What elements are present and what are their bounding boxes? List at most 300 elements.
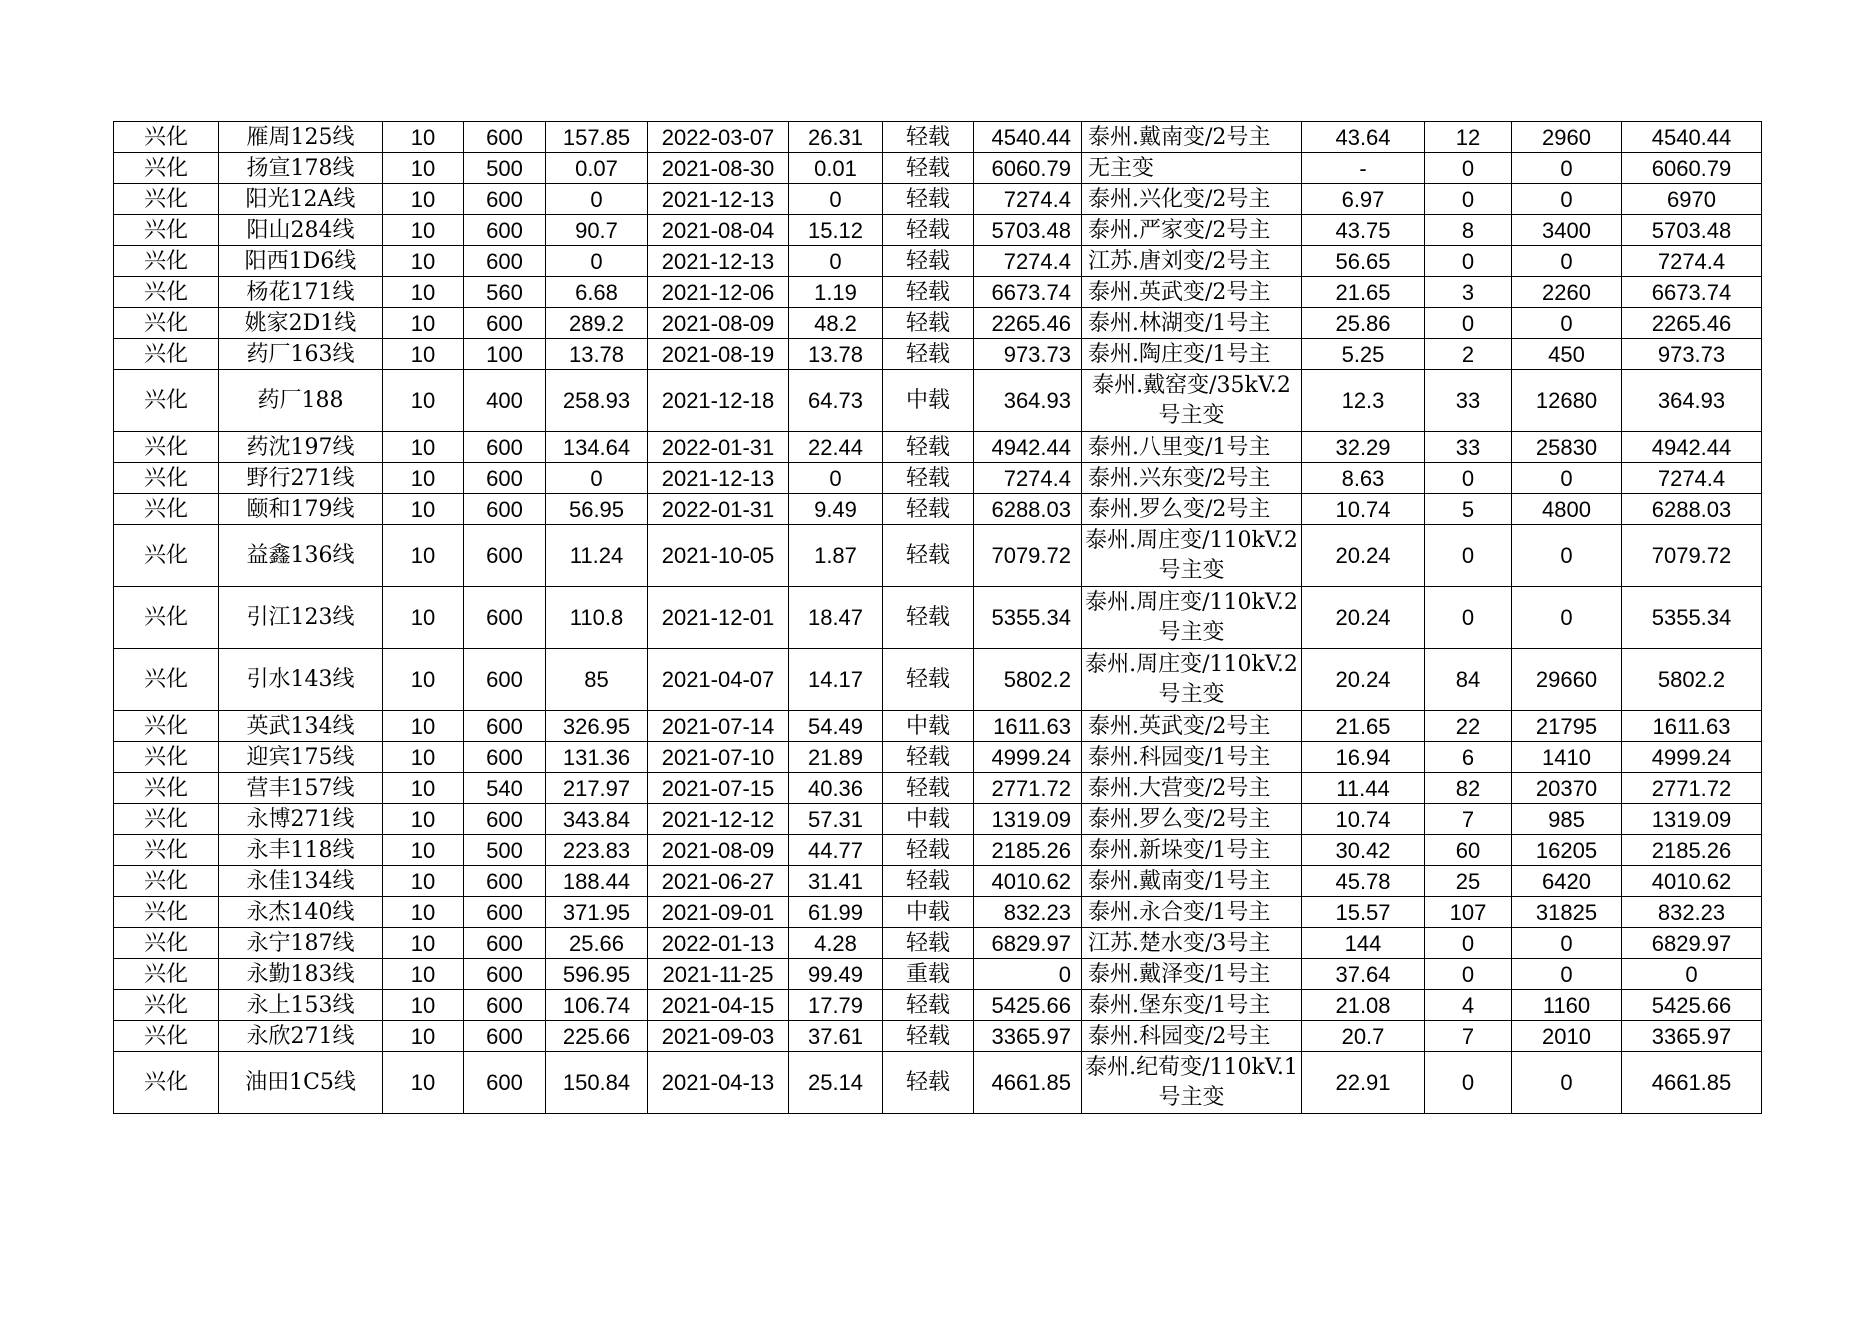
user-capacity-cell: 0 bbox=[1512, 587, 1622, 649]
load-status-cell: 轻载 bbox=[883, 742, 974, 773]
available-capacity-cell: 4540.44 bbox=[974, 122, 1082, 153]
load-date-cell: 2021-08-09 bbox=[648, 835, 789, 866]
substation-cell: 泰州.戴南变/1号主 bbox=[1082, 866, 1302, 897]
rated-capacity-cell: 600 bbox=[464, 246, 546, 277]
user-capacity-cell: 4800 bbox=[1512, 494, 1622, 525]
substation-cell: 泰州.罗么变/2号主 bbox=[1082, 804, 1302, 835]
load-date-cell: 2021-12-01 bbox=[648, 587, 789, 649]
rated-capacity-cell: 100 bbox=[464, 339, 546, 370]
load-status-cell: 轻载 bbox=[883, 494, 974, 525]
voltage-cell: 10 bbox=[383, 866, 464, 897]
load-status-cell: 轻载 bbox=[883, 1052, 974, 1114]
max-load-cell: 0 bbox=[546, 246, 648, 277]
rated-capacity-cell: 600 bbox=[464, 990, 546, 1021]
substation-rate-cell: 10.74 bbox=[1302, 494, 1425, 525]
area-cell: 兴化 bbox=[114, 308, 219, 339]
load-date-cell: 2021-04-07 bbox=[648, 649, 789, 711]
rated-capacity-cell: 600 bbox=[464, 525, 546, 587]
load-rate-cell: 1.87 bbox=[789, 525, 883, 587]
load-rate-cell: 13.78 bbox=[789, 339, 883, 370]
substation-cell: 泰州.八里变/1号主 bbox=[1082, 432, 1302, 463]
line-name-cell: 永上153线 bbox=[219, 990, 383, 1021]
available-capacity-cell: 364.93 bbox=[974, 370, 1082, 432]
area-cell: 兴化 bbox=[114, 153, 219, 184]
max-load-cell: 134.64 bbox=[546, 432, 648, 463]
load-status-cell: 中载 bbox=[883, 804, 974, 835]
area-cell: 兴化 bbox=[114, 804, 219, 835]
max-load-cell: 0 bbox=[546, 184, 648, 215]
area-cell: 兴化 bbox=[114, 928, 219, 959]
open-capacity-cell: 6970 bbox=[1622, 184, 1762, 215]
area-cell: 兴化 bbox=[114, 835, 219, 866]
open-capacity-cell: 1319.09 bbox=[1622, 804, 1762, 835]
voltage-cell: 10 bbox=[383, 246, 464, 277]
load-status-cell: 轻载 bbox=[883, 990, 974, 1021]
max-load-cell: 25.66 bbox=[546, 928, 648, 959]
user-count-cell: 0 bbox=[1425, 463, 1512, 494]
voltage-cell: 10 bbox=[383, 525, 464, 587]
rated-capacity-cell: 600 bbox=[464, 308, 546, 339]
substation-cell: 泰州.科园变/2号主 bbox=[1082, 1021, 1302, 1052]
load-date-cell: 2021-07-15 bbox=[648, 773, 789, 804]
area-cell: 兴化 bbox=[114, 1021, 219, 1052]
open-capacity-cell: 2185.26 bbox=[1622, 835, 1762, 866]
load-rate-cell: 0 bbox=[789, 246, 883, 277]
table-row bbox=[114, 246, 1762, 277]
substation-cell: 泰州.新垛变/1号主 bbox=[1082, 835, 1302, 866]
substation-cell: 江苏.楚水变/3号主 bbox=[1082, 928, 1302, 959]
load-status-cell: 轻载 bbox=[883, 153, 974, 184]
open-capacity-cell: 0 bbox=[1622, 959, 1762, 990]
substation-cell: 泰州.严家变/2号主 bbox=[1082, 215, 1302, 246]
table-row bbox=[114, 339, 1762, 370]
line-name-cell: 杨花171线 bbox=[219, 277, 383, 308]
load-date-cell: 2021-12-12 bbox=[648, 804, 789, 835]
user-count-cell: 0 bbox=[1425, 246, 1512, 277]
load-rate-cell: 9.49 bbox=[789, 494, 883, 525]
rated-capacity-cell: 600 bbox=[464, 1052, 546, 1114]
line-name-cell: 阳西1D6线 bbox=[219, 246, 383, 277]
user-count-cell: 33 bbox=[1425, 370, 1512, 432]
table-row bbox=[114, 494, 1762, 525]
area-cell: 兴化 bbox=[114, 866, 219, 897]
substation-rate-cell: 45.78 bbox=[1302, 866, 1425, 897]
load-date-cell: 2021-11-25 bbox=[648, 959, 789, 990]
substation-cell: 泰州.堡东变/1号主 bbox=[1082, 990, 1302, 1021]
table-row bbox=[114, 959, 1762, 990]
rated-capacity-cell: 600 bbox=[464, 494, 546, 525]
available-capacity-cell: 4942.44 bbox=[974, 432, 1082, 463]
table-row bbox=[114, 587, 1762, 649]
user-capacity-cell: 0 bbox=[1512, 525, 1622, 587]
area-cell: 兴化 bbox=[114, 773, 219, 804]
available-capacity-cell: 973.73 bbox=[974, 339, 1082, 370]
line-name-cell: 雁周125线 bbox=[219, 122, 383, 153]
area-cell: 兴化 bbox=[114, 649, 219, 711]
line-name-cell: 阳光12A线 bbox=[219, 184, 383, 215]
max-load-cell: 225.66 bbox=[546, 1021, 648, 1052]
max-load-cell: 56.95 bbox=[546, 494, 648, 525]
area-cell: 兴化 bbox=[114, 339, 219, 370]
voltage-cell: 10 bbox=[383, 370, 464, 432]
load-date-cell: 2021-12-13 bbox=[648, 246, 789, 277]
load-rate-cell: 31.41 bbox=[789, 866, 883, 897]
area-cell: 兴化 bbox=[114, 122, 219, 153]
available-capacity-cell: 3365.97 bbox=[974, 1021, 1082, 1052]
load-rate-cell: 17.79 bbox=[789, 990, 883, 1021]
available-capacity-cell: 5703.48 bbox=[974, 215, 1082, 246]
max-load-cell: 110.8 bbox=[546, 587, 648, 649]
user-capacity-cell: 1410 bbox=[1512, 742, 1622, 773]
table-row bbox=[114, 990, 1762, 1021]
rated-capacity-cell: 500 bbox=[464, 835, 546, 866]
max-load-cell: 289.2 bbox=[546, 308, 648, 339]
rated-capacity-cell: 600 bbox=[464, 432, 546, 463]
load-rate-cell: 64.73 bbox=[789, 370, 883, 432]
rated-capacity-cell: 600 bbox=[464, 184, 546, 215]
open-capacity-cell: 5355.34 bbox=[1622, 587, 1762, 649]
max-load-cell: 371.95 bbox=[546, 897, 648, 928]
open-capacity-cell: 5802.2 bbox=[1622, 649, 1762, 711]
table-row bbox=[114, 804, 1762, 835]
rated-capacity-cell: 500 bbox=[464, 153, 546, 184]
user-capacity-cell: 0 bbox=[1512, 928, 1622, 959]
substation-cell: 泰州.英武变/2号主 bbox=[1082, 711, 1302, 742]
load-rate-cell: 0 bbox=[789, 184, 883, 215]
line-name-cell: 野行271线 bbox=[219, 463, 383, 494]
substation-cell: 泰州.戴泽变/1号主 bbox=[1082, 959, 1302, 990]
load-status-cell: 轻载 bbox=[883, 246, 974, 277]
open-capacity-cell: 832.23 bbox=[1622, 897, 1762, 928]
user-count-cell: 0 bbox=[1425, 184, 1512, 215]
available-capacity-cell: 5425.66 bbox=[974, 990, 1082, 1021]
max-load-cell: 217.97 bbox=[546, 773, 648, 804]
substation-cell: 无主变 bbox=[1082, 153, 1302, 184]
user-count-cell: 84 bbox=[1425, 649, 1512, 711]
available-capacity-cell: 2185.26 bbox=[974, 835, 1082, 866]
voltage-cell: 10 bbox=[383, 742, 464, 773]
user-count-cell: 107 bbox=[1425, 897, 1512, 928]
table-row bbox=[114, 184, 1762, 215]
line-name-cell: 迎宾175线 bbox=[219, 742, 383, 773]
area-cell: 兴化 bbox=[114, 897, 219, 928]
user-capacity-cell: 20370 bbox=[1512, 773, 1622, 804]
substation-rate-cell: - bbox=[1302, 153, 1425, 184]
load-date-cell: 2021-07-14 bbox=[648, 711, 789, 742]
user-capacity-cell: 0 bbox=[1512, 959, 1622, 990]
voltage-cell: 10 bbox=[383, 897, 464, 928]
substation-cell: 泰州.永合变/1号主 bbox=[1082, 897, 1302, 928]
substation-rate-cell: 20.24 bbox=[1302, 525, 1425, 587]
area-cell: 兴化 bbox=[114, 587, 219, 649]
user-capacity-cell: 0 bbox=[1512, 308, 1622, 339]
voltage-cell: 10 bbox=[383, 308, 464, 339]
user-count-cell: 7 bbox=[1425, 1021, 1512, 1052]
user-count-cell: 8 bbox=[1425, 215, 1512, 246]
max-load-cell: 326.95 bbox=[546, 711, 648, 742]
load-rate-cell: 4.28 bbox=[789, 928, 883, 959]
rated-capacity-cell: 600 bbox=[464, 866, 546, 897]
substation-rate-cell: 21.65 bbox=[1302, 277, 1425, 308]
user-capacity-cell: 0 bbox=[1512, 184, 1622, 215]
table-row bbox=[114, 277, 1762, 308]
substation-cell: 泰州.戴窑变/35kV.2号主变 bbox=[1082, 370, 1302, 432]
load-status-cell: 中载 bbox=[883, 711, 974, 742]
voltage-cell: 10 bbox=[383, 339, 464, 370]
table-row bbox=[114, 122, 1762, 153]
table-row bbox=[114, 928, 1762, 959]
available-capacity-cell: 5802.2 bbox=[974, 649, 1082, 711]
line-name-cell: 益鑫136线 bbox=[219, 525, 383, 587]
available-capacity-cell: 0 bbox=[974, 959, 1082, 990]
substation-cell: 泰州.科园变/1号主 bbox=[1082, 742, 1302, 773]
rated-capacity-cell: 600 bbox=[464, 959, 546, 990]
user-count-cell: 12 bbox=[1425, 122, 1512, 153]
user-capacity-cell: 16205 bbox=[1512, 835, 1622, 866]
load-rate-cell: 1.19 bbox=[789, 277, 883, 308]
load-status-cell: 轻载 bbox=[883, 277, 974, 308]
load-rate-cell: 22.44 bbox=[789, 432, 883, 463]
table-row bbox=[114, 308, 1762, 339]
load-status-cell: 轻载 bbox=[883, 1021, 974, 1052]
substation-rate-cell: 43.75 bbox=[1302, 215, 1425, 246]
substation-cell: 泰州.大营变/2号主 bbox=[1082, 773, 1302, 804]
rated-capacity-cell: 560 bbox=[464, 277, 546, 308]
voltage-cell: 10 bbox=[383, 432, 464, 463]
area-cell: 兴化 bbox=[114, 525, 219, 587]
substation-rate-cell: 6.97 bbox=[1302, 184, 1425, 215]
load-date-cell: 2021-04-15 bbox=[648, 990, 789, 1021]
substation-rate-cell: 11.44 bbox=[1302, 773, 1425, 804]
area-cell: 兴化 bbox=[114, 215, 219, 246]
area-cell: 兴化 bbox=[114, 494, 219, 525]
max-load-cell: 6.68 bbox=[546, 277, 648, 308]
line-capacity-table bbox=[113, 121, 1762, 1114]
line-name-cell: 引水143线 bbox=[219, 649, 383, 711]
voltage-cell: 10 bbox=[383, 1021, 464, 1052]
load-rate-cell: 40.36 bbox=[789, 773, 883, 804]
area-cell: 兴化 bbox=[114, 184, 219, 215]
load-rate-cell: 0.01 bbox=[789, 153, 883, 184]
max-load-cell: 90.7 bbox=[546, 215, 648, 246]
user-capacity-cell: 3400 bbox=[1512, 215, 1622, 246]
available-capacity-cell: 6673.74 bbox=[974, 277, 1082, 308]
user-capacity-cell: 2260 bbox=[1512, 277, 1622, 308]
load-status-cell: 轻载 bbox=[883, 184, 974, 215]
area-cell: 兴化 bbox=[114, 990, 219, 1021]
user-capacity-cell: 12680 bbox=[1512, 370, 1622, 432]
substation-cell: 泰州.陶庄变/1号主 bbox=[1082, 339, 1302, 370]
load-status-cell: 轻载 bbox=[883, 308, 974, 339]
load-rate-cell: 0 bbox=[789, 463, 883, 494]
voltage-cell: 10 bbox=[383, 804, 464, 835]
open-capacity-cell: 973.73 bbox=[1622, 339, 1762, 370]
voltage-cell: 10 bbox=[383, 277, 464, 308]
rated-capacity-cell: 600 bbox=[464, 463, 546, 494]
load-rate-cell: 26.31 bbox=[789, 122, 883, 153]
line-name-cell: 姚家2D1线 bbox=[219, 308, 383, 339]
open-capacity-cell: 4010.62 bbox=[1622, 866, 1762, 897]
substation-rate-cell: 8.63 bbox=[1302, 463, 1425, 494]
open-capacity-cell: 364.93 bbox=[1622, 370, 1762, 432]
substation-rate-cell: 16.94 bbox=[1302, 742, 1425, 773]
load-date-cell: 2021-06-27 bbox=[648, 866, 789, 897]
user-capacity-cell: 450 bbox=[1512, 339, 1622, 370]
voltage-cell: 10 bbox=[383, 463, 464, 494]
open-capacity-cell: 2265.46 bbox=[1622, 308, 1762, 339]
open-capacity-cell: 7274.4 bbox=[1622, 246, 1762, 277]
load-rate-cell: 18.47 bbox=[789, 587, 883, 649]
load-date-cell: 2021-07-10 bbox=[648, 742, 789, 773]
available-capacity-cell: 7274.4 bbox=[974, 463, 1082, 494]
load-date-cell: 2021-08-09 bbox=[648, 308, 789, 339]
user-count-cell: 0 bbox=[1425, 525, 1512, 587]
load-status-cell: 轻载 bbox=[883, 525, 974, 587]
user-count-cell: 0 bbox=[1425, 959, 1512, 990]
table-row bbox=[114, 1021, 1762, 1052]
substation-rate-cell: 10.74 bbox=[1302, 804, 1425, 835]
load-status-cell: 重载 bbox=[883, 959, 974, 990]
load-rate-cell: 48.2 bbox=[789, 308, 883, 339]
load-date-cell: 2021-04-13 bbox=[648, 1052, 789, 1114]
load-date-cell: 2021-08-04 bbox=[648, 215, 789, 246]
user-count-cell: 0 bbox=[1425, 1052, 1512, 1114]
open-capacity-cell: 3365.97 bbox=[1622, 1021, 1762, 1052]
available-capacity-cell: 1319.09 bbox=[974, 804, 1082, 835]
load-date-cell: 2022-01-13 bbox=[648, 928, 789, 959]
rated-capacity-cell: 600 bbox=[464, 928, 546, 959]
rated-capacity-cell: 600 bbox=[464, 711, 546, 742]
load-rate-cell: 37.61 bbox=[789, 1021, 883, 1052]
user-capacity-cell: 1160 bbox=[1512, 990, 1622, 1021]
substation-rate-cell: 56.65 bbox=[1302, 246, 1425, 277]
substation-cell: 泰州.兴化变/2号主 bbox=[1082, 184, 1302, 215]
rated-capacity-cell: 600 bbox=[464, 1021, 546, 1052]
load-date-cell: 2021-12-18 bbox=[648, 370, 789, 432]
load-rate-cell: 25.14 bbox=[789, 1052, 883, 1114]
voltage-cell: 10 bbox=[383, 153, 464, 184]
user-capacity-cell: 21795 bbox=[1512, 711, 1622, 742]
load-status-cell: 轻载 bbox=[883, 122, 974, 153]
load-status-cell: 轻载 bbox=[883, 215, 974, 246]
load-date-cell: 2021-08-19 bbox=[648, 339, 789, 370]
user-capacity-cell: 0 bbox=[1512, 1052, 1622, 1114]
load-status-cell: 中载 bbox=[883, 370, 974, 432]
user-capacity-cell: 29660 bbox=[1512, 649, 1622, 711]
open-capacity-cell: 4999.24 bbox=[1622, 742, 1762, 773]
load-status-cell: 中载 bbox=[883, 897, 974, 928]
max-load-cell: 150.84 bbox=[546, 1052, 648, 1114]
open-capacity-cell: 1611.63 bbox=[1622, 711, 1762, 742]
voltage-cell: 10 bbox=[383, 184, 464, 215]
substation-rate-cell: 22.91 bbox=[1302, 1052, 1425, 1114]
user-count-cell: 22 bbox=[1425, 711, 1512, 742]
user-count-cell: 5 bbox=[1425, 494, 1512, 525]
open-capacity-cell: 6673.74 bbox=[1622, 277, 1762, 308]
substation-cell: 泰州.周庄变/110kV.2号主变 bbox=[1082, 649, 1302, 711]
user-capacity-cell: 0 bbox=[1512, 246, 1622, 277]
substation-rate-cell: 20.24 bbox=[1302, 649, 1425, 711]
open-capacity-cell: 6060.79 bbox=[1622, 153, 1762, 184]
rated-capacity-cell: 600 bbox=[464, 897, 546, 928]
line-name-cell: 永欣271线 bbox=[219, 1021, 383, 1052]
substation-cell: 泰州.英武变/2号主 bbox=[1082, 277, 1302, 308]
area-cell: 兴化 bbox=[114, 463, 219, 494]
load-status-cell: 轻载 bbox=[883, 649, 974, 711]
table-row bbox=[114, 835, 1762, 866]
line-name-cell: 扬宣178线 bbox=[219, 153, 383, 184]
max-load-cell: 0.07 bbox=[546, 153, 648, 184]
max-load-cell: 0 bbox=[546, 463, 648, 494]
load-rate-cell: 99.49 bbox=[789, 959, 883, 990]
user-capacity-cell: 2010 bbox=[1512, 1021, 1622, 1052]
max-load-cell: 131.36 bbox=[546, 742, 648, 773]
user-count-cell: 33 bbox=[1425, 432, 1512, 463]
open-capacity-cell: 7274.4 bbox=[1622, 463, 1762, 494]
line-name-cell: 药厂188 bbox=[219, 370, 383, 432]
max-load-cell: 11.24 bbox=[546, 525, 648, 587]
substation-rate-cell: 144 bbox=[1302, 928, 1425, 959]
user-count-cell: 2 bbox=[1425, 339, 1512, 370]
table-body bbox=[114, 122, 1762, 1114]
substation-cell: 泰州.周庄变/110kV.2号主变 bbox=[1082, 525, 1302, 587]
area-cell: 兴化 bbox=[114, 1052, 219, 1114]
line-name-cell: 永佳134线 bbox=[219, 866, 383, 897]
line-name-cell: 英武134线 bbox=[219, 711, 383, 742]
rated-capacity-cell: 540 bbox=[464, 773, 546, 804]
available-capacity-cell: 6829.97 bbox=[974, 928, 1082, 959]
available-capacity-cell: 6060.79 bbox=[974, 153, 1082, 184]
area-cell: 兴化 bbox=[114, 370, 219, 432]
user-count-cell: 25 bbox=[1425, 866, 1512, 897]
rated-capacity-cell: 600 bbox=[464, 804, 546, 835]
rated-capacity-cell: 600 bbox=[464, 215, 546, 246]
open-capacity-cell: 4540.44 bbox=[1622, 122, 1762, 153]
user-capacity-cell: 25830 bbox=[1512, 432, 1622, 463]
line-name-cell: 永宁187线 bbox=[219, 928, 383, 959]
load-rate-cell: 57.31 bbox=[789, 804, 883, 835]
table-row bbox=[114, 432, 1762, 463]
load-rate-cell: 15.12 bbox=[789, 215, 883, 246]
voltage-cell: 10 bbox=[383, 711, 464, 742]
load-date-cell: 2021-10-05 bbox=[648, 525, 789, 587]
user-count-cell: 7 bbox=[1425, 804, 1512, 835]
max-load-cell: 85 bbox=[546, 649, 648, 711]
load-status-cell: 轻载 bbox=[883, 463, 974, 494]
user-capacity-cell: 0 bbox=[1512, 153, 1622, 184]
rated-capacity-cell: 600 bbox=[464, 742, 546, 773]
substation-rate-cell: 21.65 bbox=[1302, 711, 1425, 742]
load-rate-cell: 54.49 bbox=[789, 711, 883, 742]
user-capacity-cell: 985 bbox=[1512, 804, 1622, 835]
voltage-cell: 10 bbox=[383, 773, 464, 804]
open-capacity-cell: 4661.85 bbox=[1622, 1052, 1762, 1114]
table-row bbox=[114, 153, 1762, 184]
table-row bbox=[114, 1052, 1762, 1114]
max-load-cell: 188.44 bbox=[546, 866, 648, 897]
load-rate-cell: 61.99 bbox=[789, 897, 883, 928]
area-cell: 兴化 bbox=[114, 246, 219, 277]
open-capacity-cell: 2771.72 bbox=[1622, 773, 1762, 804]
load-rate-cell: 14.17 bbox=[789, 649, 883, 711]
substation-rate-cell: 20.24 bbox=[1302, 587, 1425, 649]
available-capacity-cell: 4999.24 bbox=[974, 742, 1082, 773]
load-rate-cell: 44.77 bbox=[789, 835, 883, 866]
table-row bbox=[114, 742, 1762, 773]
user-capacity-cell: 0 bbox=[1512, 463, 1622, 494]
user-count-cell: 3 bbox=[1425, 277, 1512, 308]
load-status-cell: 轻载 bbox=[883, 339, 974, 370]
